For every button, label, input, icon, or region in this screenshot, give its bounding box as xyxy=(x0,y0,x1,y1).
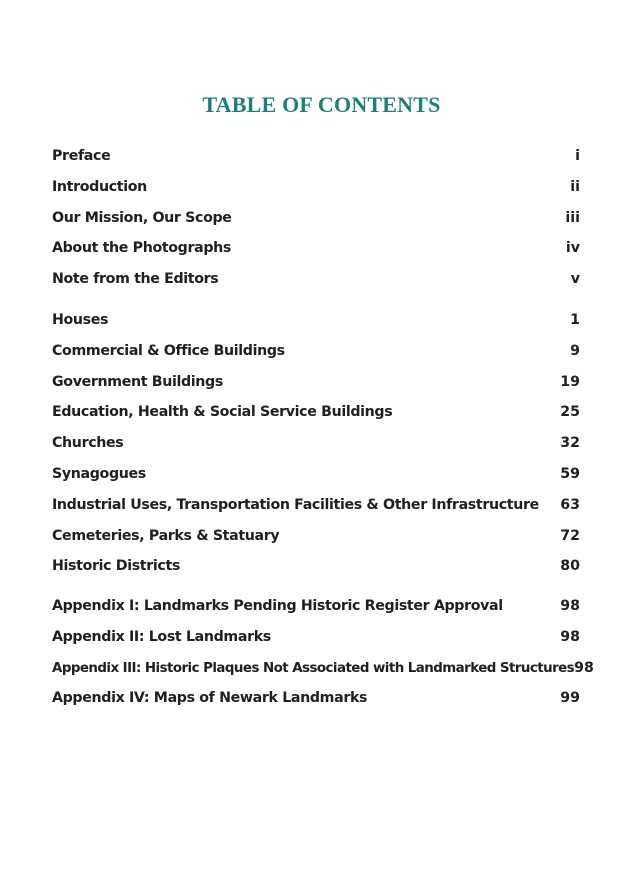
toc-entry-page: 1 xyxy=(570,312,580,328)
toc-entry-label: Appendix III: Historic Plaques Not Associated with Landmarked Structures xyxy=(52,660,575,676)
toc-entry-page: 9 xyxy=(570,342,580,359)
toc-entry-page: 19 xyxy=(560,373,580,390)
toc-entry-label: About the Photographs xyxy=(52,240,231,257)
toc-entry-label: Churches xyxy=(52,435,124,452)
toc-entry-label: Synagogues xyxy=(52,465,146,482)
chapter-list xyxy=(52,312,580,589)
toc-entry-industrial[interactable] xyxy=(52,497,580,528)
toc-entry-page: 25 xyxy=(560,404,580,421)
toc-entry-page: 80 xyxy=(560,558,580,575)
toc-entry-page: iv xyxy=(565,240,580,257)
toc-entry-label: Commercial & Office Buildings xyxy=(52,342,285,359)
toc-entry-label: Introduction xyxy=(52,178,147,195)
toc-entry-cemeteries-parks[interactable] xyxy=(52,528,580,559)
toc-entry-education-health[interactable] xyxy=(52,404,580,435)
toc-entry-label: Appendix I: Landmarks Pending Historic Register Approval xyxy=(52,598,503,614)
toc-entry-label: Historic Districts xyxy=(52,558,180,575)
toc-entry-introduction[interactable] xyxy=(52,179,580,210)
toc-entry-page: iii xyxy=(565,209,580,226)
toc-entry-page: 98 xyxy=(560,628,580,645)
toc-entry-label: Appendix II: Lost Landmarks xyxy=(52,628,271,645)
toc-entry-page: 59 xyxy=(560,465,580,482)
toc-entry-commercial-office[interactable] xyxy=(52,343,580,374)
toc-entry-page: 98 xyxy=(574,659,594,676)
appendix-list xyxy=(52,598,594,721)
toc-entry-synagogues[interactable] xyxy=(52,466,580,497)
toc-entry-page: 72 xyxy=(560,527,580,544)
toc-entry-label: Industrial Uses, Transportation Facilities & Other Infrastructure xyxy=(52,496,539,513)
toc-entry-government[interactable] xyxy=(52,374,580,405)
toc-entry-label: Houses xyxy=(52,312,109,328)
toc-entry-label: Preface xyxy=(52,148,111,164)
toc-entry-page: 98 xyxy=(560,598,580,614)
toc-entry-page: ii xyxy=(570,178,580,195)
toc-entry-historic-districts[interactable] xyxy=(52,558,580,589)
toc-entry-page: 63 xyxy=(560,496,580,513)
toc-entry-page: 99 xyxy=(560,690,580,707)
toc-entry-about-photographs[interactable] xyxy=(52,240,580,271)
toc-entry-label: Education, Health & Social Service Buildings xyxy=(52,404,393,421)
toc-entry-appendix-4[interactable] xyxy=(52,690,580,721)
toc-entry-label: Government Buildings xyxy=(52,373,223,390)
toc-entry-page: i xyxy=(575,148,580,164)
toc-entry-label: Our Mission, Our Scope xyxy=(52,209,232,226)
toc-entry-page: v xyxy=(570,271,580,288)
toc-entry-label: Note from the Editors xyxy=(52,271,219,288)
toc-entry-preface[interactable] xyxy=(52,148,580,179)
toc-entry-mission-scope[interactable] xyxy=(52,210,580,241)
toc-entry-label: Appendix IV: Maps of Newark Landmarks xyxy=(52,690,368,707)
page-title: TABLE OF CONTENTS xyxy=(202,92,441,117)
toc-entry-appendix-3[interactable] xyxy=(52,659,594,691)
front-matter-list xyxy=(52,148,580,302)
toc-entry-label: Cemeteries, Parks & Statuary xyxy=(52,527,280,544)
toc-entry-churches[interactable] xyxy=(52,435,580,466)
toc-entry-page: 32 xyxy=(560,435,580,452)
toc-entry-appendix-2[interactable] xyxy=(52,629,580,660)
toc-entry-houses[interactable] xyxy=(52,312,580,343)
toc-entry-appendix-1[interactable] xyxy=(52,598,580,629)
toc-entry-note-editors[interactable] xyxy=(52,271,580,302)
